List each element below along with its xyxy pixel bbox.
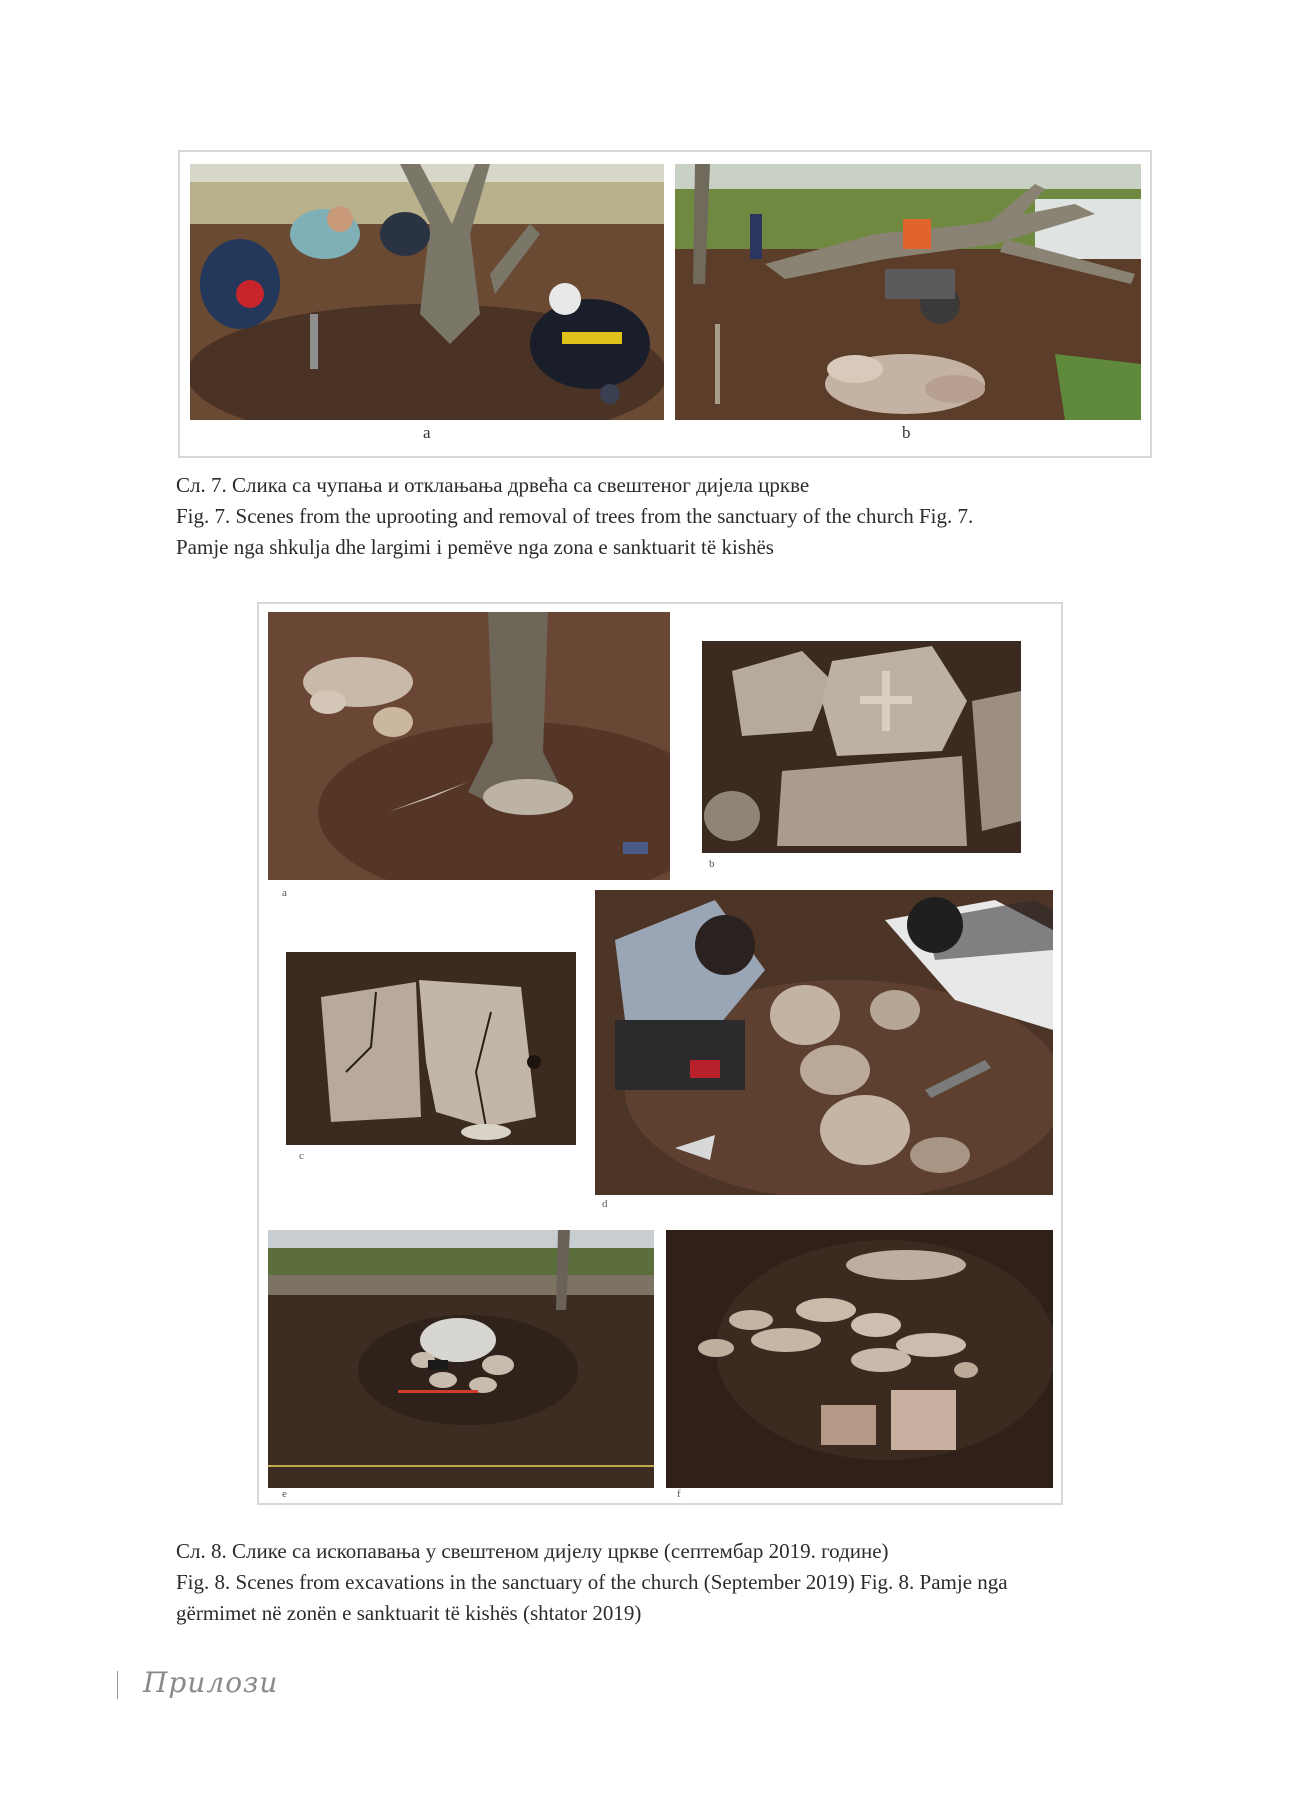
figure-7-frame xyxy=(178,150,1152,458)
figure-7b-label: b xyxy=(902,423,911,442)
figure-8b-label: b xyxy=(709,858,715,870)
figure-8-caption-serbian: Сл. 8. Слике са ископавања у свештеном дијелу цркве (септембар 2019. године) xyxy=(176,1539,889,1563)
figure-8a-photo xyxy=(268,612,670,880)
figure-7-caption-albanian: Pamje nga shkulja dhe largimi i pemëve nga zona e sanktuarit të kishës xyxy=(176,535,774,559)
figure-7-caption-serbian: Сл. 7. Слика са чупања и отклањања дрвећа са свештеног дијела цркве xyxy=(176,473,810,497)
figure-8f-photo xyxy=(666,1230,1053,1488)
figure-8c-label: c xyxy=(299,1150,304,1162)
figure-8d-label: d xyxy=(602,1198,608,1210)
figure-8-caption-albanian: gërmimet në zonën e sanktuarit të kishës (shtator 2019) xyxy=(176,1601,642,1625)
figure-7-caption xyxy=(176,470,1166,563)
figure-8f-label: f xyxy=(677,1488,681,1500)
figure-7-caption-english: Fig. 7. Scenes from the uprooting and removal of trees from the sanctuary of the church Fig. 7. xyxy=(176,504,974,528)
figure-8c-photo xyxy=(286,952,576,1145)
figure-8b-photo xyxy=(702,641,1021,853)
figure-8-caption xyxy=(176,1536,1166,1629)
figure-8e-photo xyxy=(268,1230,654,1488)
figure-8d-photo xyxy=(595,890,1053,1195)
figure-8-caption-english-albanian: Fig. 8. Scenes from excavations in the sanctuary of the church (September 2019) Fig. 8. Pamje nga xyxy=(176,1570,1008,1594)
figure-7a-label: a xyxy=(423,423,431,442)
figure-7b-photo xyxy=(675,164,1141,420)
figure-7a-photo xyxy=(190,164,664,420)
footer-divider xyxy=(117,1671,118,1699)
figure-8-frame xyxy=(257,602,1063,1505)
figure-8a-label: a xyxy=(282,887,287,899)
figure-8e-label: e xyxy=(282,1488,287,1500)
footer-section-title: Прилози xyxy=(143,1666,279,1699)
